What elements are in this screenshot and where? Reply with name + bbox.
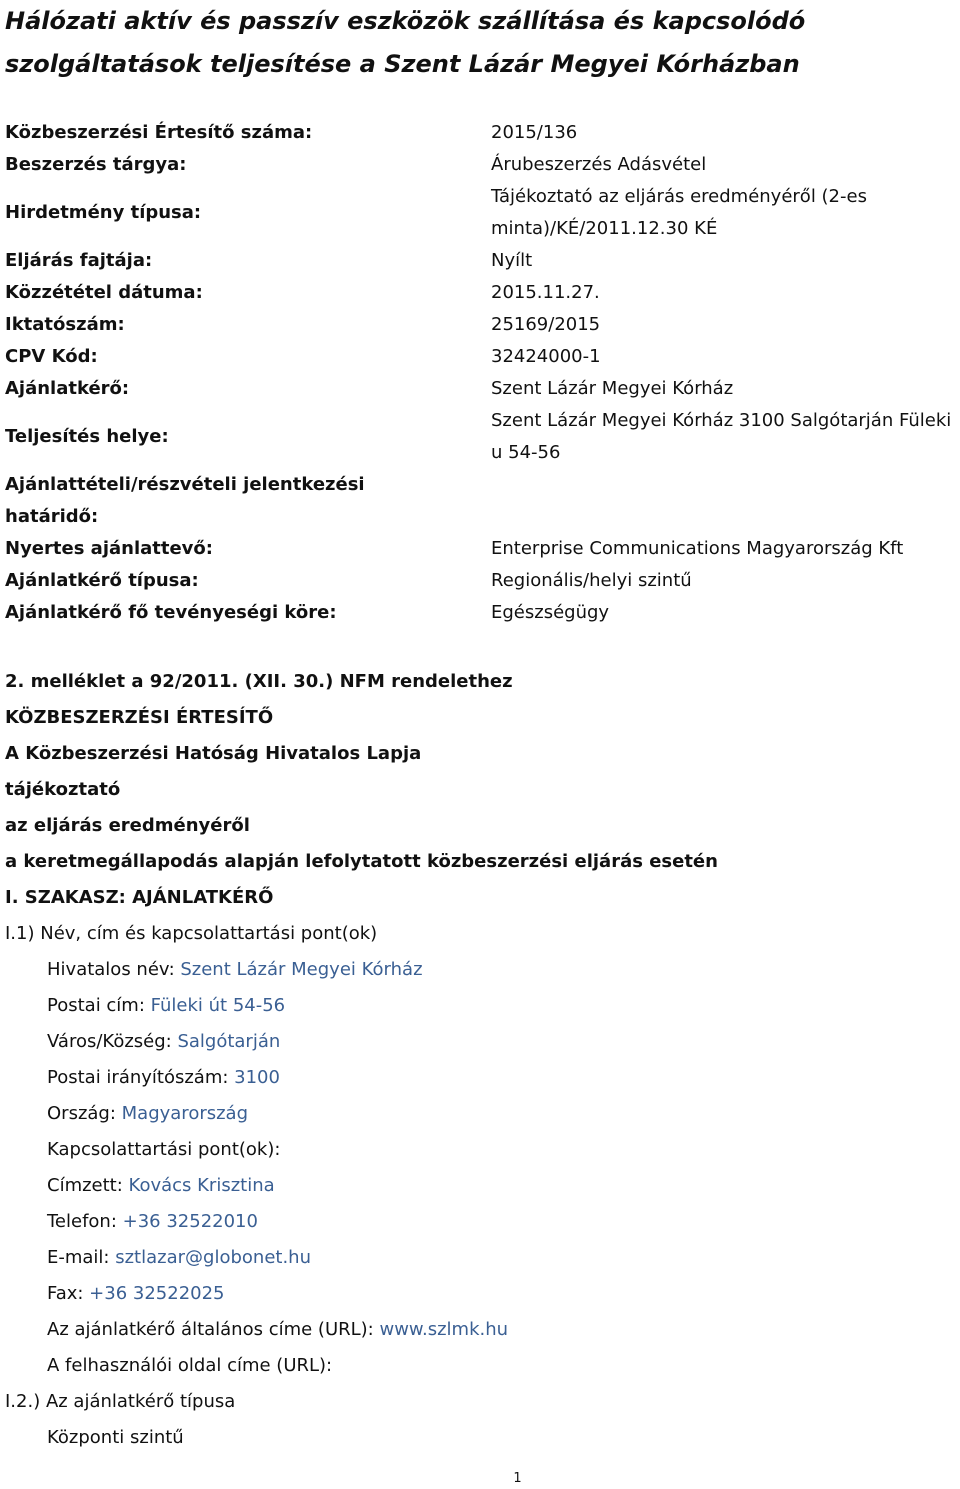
field-value: +36 32522010: [122, 1211, 258, 1232]
field-label: Hivatalos név:: [47, 959, 181, 980]
meta-label: Ajánlatkérő fő tevényeségi köre:: [5, 602, 337, 623]
meta-value-line-2: minta)/KÉ/2011.12.30 KÉ: [491, 218, 718, 239]
meta-label-line-1: Ajánlattételi/részvételi jelentkezési: [5, 474, 365, 495]
field-label: Címzett:: [47, 1175, 129, 1196]
meta-row-place-of-performance: [5, 405, 960, 469]
title-line-1: Hálózati aktív és passzív eszközök szállítása és kapcsolódó: [5, 7, 806, 35]
field-value: 3100: [234, 1067, 280, 1088]
meta-value: Nyílt: [491, 250, 533, 271]
field-value: Szent Lázár Megyei Kórház: [180, 959, 423, 980]
meta-row-procedure-type: [5, 245, 960, 277]
meta-value: 2015.11.27.: [491, 282, 600, 303]
meta-row-subject: [5, 149, 960, 181]
annex-line: 2. melléklet a 92/2011. (XII. 30.) NFM rendelethez: [5, 671, 513, 692]
field-value: Salgótarján: [177, 1031, 281, 1052]
gazette-subtitle: A Közbeszerzési Hatóság Hivatalos Lapja: [5, 743, 422, 764]
meta-label: Közbeszerzési Értesítő száma:: [5, 122, 313, 143]
meta-row-publication-date: [5, 277, 960, 309]
meta-label: [5, 469, 491, 533]
document-title: [5, 0, 945, 86]
field-general-url: [5, 1312, 955, 1348]
field-official-name: [5, 952, 955, 988]
field-email: [5, 1240, 955, 1276]
meta-value: Regionális/helyi szintű: [491, 570, 692, 591]
field-label: Fax:: [47, 1283, 90, 1304]
meta-row-authority-type: [5, 565, 960, 597]
meta-value: Szent Lázár Megyei Kórház: [491, 378, 734, 399]
field-value: Füleki út 54-56: [150, 995, 286, 1016]
field-country: [5, 1096, 955, 1132]
field-label: Város/Község:: [47, 1031, 178, 1052]
meta-label: Iktatószám:: [5, 314, 125, 335]
authority-type-value: Központi szintű: [47, 1427, 184, 1448]
field-label: Kapcsolattartási pont(ok):: [47, 1139, 281, 1160]
meta-label: Nyertes ajánlattevő:: [5, 538, 213, 559]
notice-subtitle-2: a keretmegállapodás alapján lefolytatott közbeszerzési eljárás esetén: [5, 851, 718, 872]
field-label: Az ajánlatkérő általános címe (URL):: [47, 1319, 380, 1340]
meta-value-line-2: u 54-56: [491, 442, 561, 463]
meta-label: Beszerzés tárgya:: [5, 154, 187, 175]
meta-row-file-number: [5, 309, 960, 341]
meta-row-contracting-authority: [5, 373, 960, 405]
meta-label: Eljárás fajtája:: [5, 250, 153, 271]
field-label: Postai irányítószám:: [47, 1067, 235, 1088]
field-postal-address: [5, 988, 955, 1024]
meta-label-line-2: határidő:: [5, 506, 99, 527]
email-link[interactable]: sztlazar@globonet.hu: [115, 1247, 311, 1268]
meta-label: Teljesítés helye:: [5, 426, 169, 447]
meta-value: Árubeszerzés Adásvétel: [491, 154, 707, 175]
meta-row-deadline: [5, 469, 960, 533]
field-postal-code: [5, 1060, 955, 1096]
page-number: 1: [513, 1471, 522, 1486]
meta-label: Ajánlatkérő:: [5, 378, 130, 399]
meta-value: 25169/2015: [491, 314, 601, 335]
field-contact-points: [5, 1132, 955, 1168]
meta-row-winning-bidder: [5, 533, 960, 565]
field-label: Telefon:: [47, 1211, 123, 1232]
meta-row-gazette-number: [5, 117, 960, 149]
meta-label: Közzététel dátuma:: [5, 282, 203, 303]
field-label: Ország:: [47, 1103, 122, 1124]
field-value: Kovács Krisztina: [128, 1175, 275, 1196]
meta-value: [491, 405, 960, 469]
meta-value-line-1: Tájékoztató az eljárás eredményéről (2-es: [491, 186, 867, 207]
meta-row-cpv-code: [5, 341, 960, 373]
field-value: Magyarország: [121, 1103, 249, 1124]
website-link[interactable]: www.szlmk.hu: [379, 1319, 509, 1340]
notice-title: tájékoztató: [5, 779, 121, 800]
meta-value: 32424000-1: [491, 346, 601, 367]
meta-row-main-activity: [5, 597, 960, 629]
meta-label: Hirdetmény típusa:: [5, 202, 202, 223]
field-label: E-mail:: [47, 1247, 116, 1268]
field-label: Postai cím:: [47, 995, 151, 1016]
meta-value-line-1: Szent Lázár Megyei Kórház 3100 Salgótarján Füleki: [491, 410, 952, 431]
subsection-1-1: I.1) Név, cím és kapcsolattartási pont(ok): [5, 923, 378, 944]
field-addressee: [5, 1168, 955, 1204]
field-phone: [5, 1204, 955, 1240]
field-label: A felhasználói oldal címe (URL):: [47, 1355, 333, 1376]
title-line-2: szolgáltatások teljesítése a Szent Lázár Megyei Kórházban: [5, 50, 800, 78]
meta-table: [5, 117, 960, 629]
subsection-1-2: I.2.) Az ajánlatkérő típusa: [5, 1391, 236, 1412]
meta-value: Egészségügy: [491, 602, 610, 623]
field-city: [5, 1024, 955, 1060]
meta-label: Ajánlatkérő típusa:: [5, 570, 199, 591]
gazette-title: KÖZBESZERZÉSI ÉRTESÍTŐ: [5, 707, 274, 728]
field-value: +36 32522025: [89, 1283, 225, 1304]
meta-row-notice-type: [5, 181, 960, 245]
notice-subtitle: az eljárás eredményéről: [5, 815, 250, 836]
meta-value: Enterprise Communications Magyarország Kft: [491, 538, 904, 559]
meta-value: [491, 469, 960, 533]
notice-body: [5, 664, 955, 1456]
field-buyer-profile-url: [5, 1348, 955, 1384]
section-1-heading: I. SZAKASZ: AJÁNLATKÉRŐ: [5, 887, 274, 908]
field-fax: [5, 1276, 955, 1312]
meta-value: [491, 181, 960, 245]
meta-value: 2015/136: [491, 122, 578, 143]
meta-label: CPV Kód:: [5, 346, 98, 367]
